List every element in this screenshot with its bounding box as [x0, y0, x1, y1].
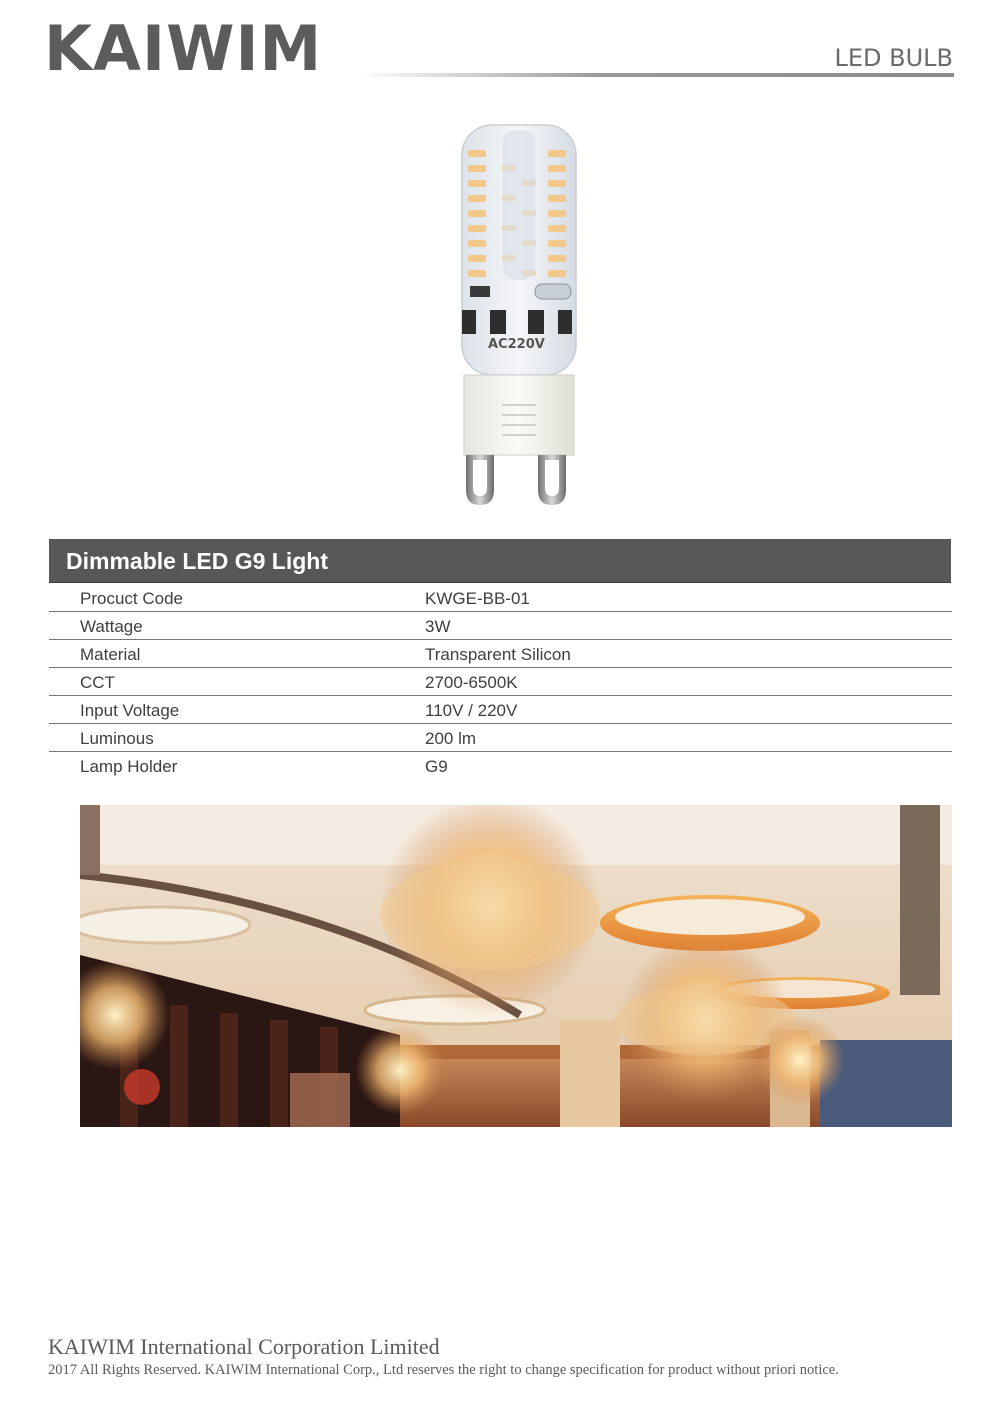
spec-row: [49, 612, 952, 640]
spec-label: Material: [80, 645, 141, 664]
spec-row: [49, 584, 952, 612]
spec-value: 2700-6500K: [425, 673, 518, 692]
category-label: LED BULB: [834, 44, 953, 72]
bulb-marking: AC220V: [488, 337, 545, 352]
spec-value: 200 lm: [425, 729, 477, 748]
g9-bulb-image: [440, 110, 590, 510]
spec-label: Lamp Holder: [80, 757, 178, 776]
spec-value: KWGE-BB-01: [425, 589, 530, 608]
spec-table: [49, 584, 952, 778]
ballroom-photo: [80, 805, 952, 1127]
footer-copyright: 2017 All Rights Reserved. KAIWIM International Corp., Ltd reserves the right to change specification for product without priori notice.: [48, 1362, 839, 1378]
spec-label: Procuct Code: [80, 589, 183, 608]
spec-row: [49, 724, 952, 752]
brand-logo: KAIWIM: [44, 12, 323, 85]
spec-row: [49, 640, 952, 668]
spec-value: G9: [425, 757, 448, 776]
spec-row: [49, 696, 952, 724]
spec-row: [49, 752, 952, 778]
spec-label: Input Voltage: [80, 701, 180, 720]
spec-value: 3W: [425, 617, 451, 636]
footer-company: KAIWIM International Corporation Limited: [48, 1334, 440, 1359]
spec-row: [49, 668, 952, 696]
spec-label: Luminous: [80, 729, 154, 748]
product-title: Dimmable LED G9 Light: [66, 548, 328, 574]
spec-value: Transparent Silicon: [425, 645, 571, 664]
spec-value: 110V / 220V: [425, 701, 518, 720]
spec-title-bar: [49, 539, 951, 583]
header-divider: [360, 73, 954, 77]
spec-label: CCT: [80, 673, 115, 692]
spec-label: Wattage: [80, 617, 143, 636]
